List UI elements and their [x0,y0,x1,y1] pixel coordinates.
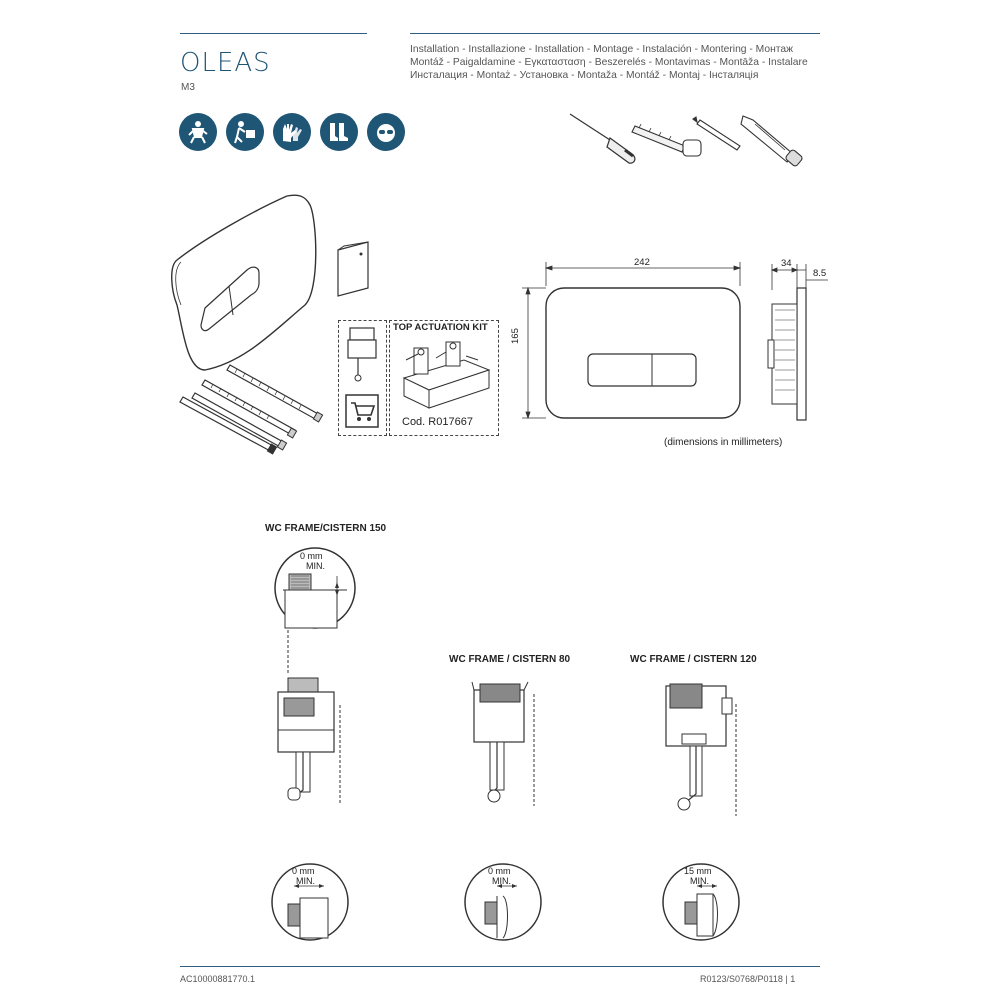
frame-150-side-min-label: MIN. [296,876,315,886]
frame-150-top-min-label: MIN. [306,561,325,571]
frame-80-title: WC FRAME / CISTERN 80 [449,654,571,665]
gloves-icon [273,113,311,151]
dimensions-note: (dimensions in millimeters) [664,437,783,448]
install-line-2: Montáž - Paigaldamine - Εγκατασταση - Beszerelés - Montavimas - Montāža - Instalare [410,57,808,68]
dim-height: 165 [510,328,521,344]
kit-title: TOP ACTUATION KIT [393,322,488,333]
frame-150-title: WC FRAME/CISTERN 150 [265,523,387,534]
screwdriver-icon [570,114,635,163]
footer-doc-code: AC10000881770.1 [180,974,256,984]
dimension-drawing [510,250,830,435]
frame-80-side-min-label: MIN. [492,876,511,886]
page-number: 1 [790,974,796,984]
kit-code: Cod. R017667 [402,416,473,428]
frame-120-side-min: 15 mm [684,866,712,876]
frame-120-side-min-label: MIN. [690,876,709,886]
model-label: M3 [181,82,195,93]
dim-depth: 34 [781,258,792,269]
actuation-kit-illustration [396,338,496,413]
worker-icon [179,113,217,151]
footer-ref-code [700,974,795,984]
frame-120-title: WC FRAME / CISTERN 120 [630,654,757,665]
frame-150-cistern [270,620,350,805]
cart-icon [345,394,379,428]
actuator-small-icon [344,324,380,384]
header-rule-right [410,33,820,34]
installation-languages [410,43,820,82]
frame-120-cistern [660,676,740,816]
brand-title: OLEAS [180,48,271,78]
tools-illustration [565,108,815,173]
instruction-booklet-icon [335,240,375,298]
goggles-icon [367,113,405,151]
dim-plate: 8.5 [813,268,827,279]
fixing-rods-illustration [175,355,335,465]
install-line-3: Инсталация - Montaż - Установка - Montaža - Montáž - Montaj - Інсталяція [410,70,759,81]
flush-plate-perspective [165,190,325,380]
frame-150-top-min: 0 mm [300,551,323,561]
dim-width: 242 [634,257,650,268]
mover-icon [226,113,264,151]
frame-80-cistern [468,676,543,806]
boots-icon [320,113,358,151]
footer-separator: | [785,974,791,984]
frame-150-side-min: 0 mm [292,866,315,876]
header-rule-left [180,33,367,34]
tape-measure-icon [632,124,701,156]
frame-80-side-min: 0 mm [488,866,511,876]
utility-knife-icon [741,116,803,167]
install-line-1: Installation - Installazione - Installation - Montage - Instalación - Montering - Монтаж [410,44,794,55]
footer-ref: R0123/S0768/P0118 [700,974,783,984]
footer-rule [180,966,820,967]
